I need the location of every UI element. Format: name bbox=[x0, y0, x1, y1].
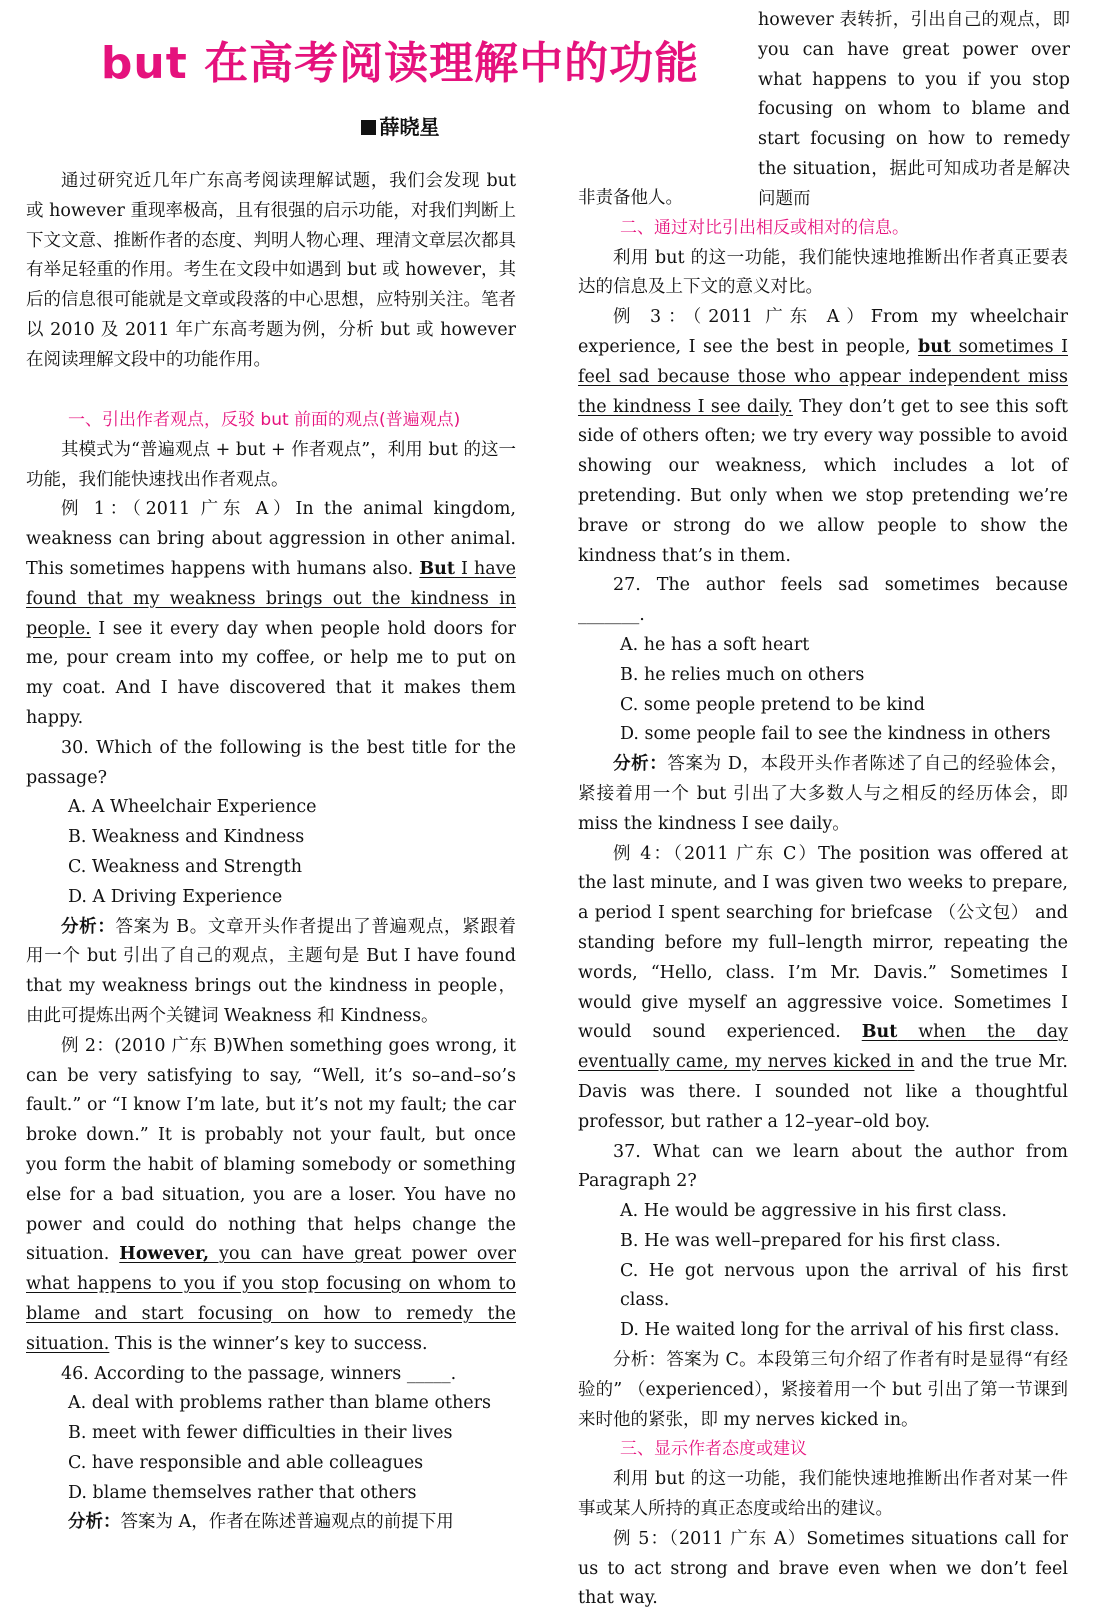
section-1-heading: 一、引出作者观点，反驳 but 前面的观点(普遍观点) bbox=[68, 410, 461, 430]
example-2-post: This is the winner’s key to success. bbox=[109, 1333, 428, 1354]
square-bullet-icon bbox=[361, 120, 376, 135]
q37-option-c: C. He got nervous upon the arrival of his first class. bbox=[620, 1260, 1068, 1311]
example-4-pre: 例 4：（2011 广东 C）The position was offered at the last minute, and I was given two weeks to prepare, a period I spent searching for briefcase （公文包） and standing before my full–length mirror, repeating the words, “Hello, class. I’m Mr. Davis.” Sometimes I would give myself an aggressive voice. Sometimes I would sound experienced. bbox=[578, 843, 1068, 1043]
example-4-underlined: when the day eventually came, my nerves kicked in bbox=[578, 1022, 1068, 1073]
example-2-keyword: However, bbox=[119, 1244, 210, 1265]
right-column-continuation: 非责备他人。 bbox=[578, 188, 683, 208]
q37-analysis: 分析：答案为 C。本段第三句介绍了作者有时是显得“有经验的” （experienced），紧接着用一个 but 引出了第一节课到来时他的紧张，即 my nerves kicked in。 bbox=[578, 1350, 1068, 1430]
q46-analysis-text: 答案为 A，作者在陈述普遍观点的前提下用 bbox=[120, 1512, 454, 1533]
example-1-paragraph bbox=[26, 495, 516, 733]
q46-stem-text: 46. According to the passage, winners bbox=[61, 1363, 407, 1384]
author-byline bbox=[340, 112, 460, 142]
example-2-pre: 例 2：(2010 广东 B)When something goes wrong, it can be very satisfying to say, “Well, it’s so–and–so’s fault.” or “I know I’m late, but it’s not my fault; the car broke down.” It is probably not your fault, but once you form the habit of blaming somebody or something else for a bad situation, you are a loser. You have no power and could do nothing that helps change the situation. bbox=[26, 1035, 516, 1265]
q30-option-a: A. A Wheelchair Experience bbox=[68, 797, 317, 818]
section-2-description: 利用 but 的这一功能，我们能快速地推断出作者真正要表达的信息及上下文的意义对比。 bbox=[578, 247, 1068, 298]
q27-option-a: A. he has a soft heart bbox=[620, 634, 810, 655]
section-3-description: 利用 but 的这一功能，我们能快速地推断出作者对某一件事或某人所持的真正态度或给出的建议。 bbox=[578, 1469, 1068, 1520]
example-4-paragraph bbox=[578, 840, 1068, 1138]
example-1-pre: 例 1：（2011 广东 A）In the animal kingdom, weakness can bring about aggression in other animal. This sometimes happens with humans also. bbox=[26, 499, 516, 579]
q46-option-a: A. deal with problems rather than blame others bbox=[68, 1393, 491, 1414]
q27-blank: _______ bbox=[578, 605, 640, 626]
q27-analysis-text: 答案为 D，本段开头作者陈述了自己的经验体会，紧接着用一个 but 引出了大多数人与之相反的经历体会，即 miss the kindness I see daily。 bbox=[578, 754, 1069, 834]
example-4-keyword: But bbox=[861, 1022, 898, 1043]
q30-analysis bbox=[26, 913, 516, 1032]
q27-analysis bbox=[578, 750, 1068, 839]
q46-option-b: B. meet with fewer difficulties in their lives bbox=[68, 1423, 453, 1444]
q46-blank: _____ bbox=[406, 1363, 451, 1384]
q30-analysis-label: 分析： bbox=[61, 916, 116, 937]
question-37-stem: 37. What can we learn about the author from Paragraph 2? bbox=[578, 1141, 1068, 1192]
example-1-underlined: I have found that my weakness brings out the kindness in people. bbox=[26, 558, 516, 639]
example-1-keyword: But bbox=[419, 558, 455, 579]
example-1-post: I see it every day when people hold doors for me, pour cream into my coffee, or help me to put on my coat. And I have discovered that it makes them happy. bbox=[26, 618, 516, 728]
q27-option-d: D. some people fail to see the kindness in others bbox=[620, 724, 1051, 745]
example-4-post: and the true Mr. Davis was there. I sounded not like a thoughtful professor, but rather a 12–year–old boy. bbox=[578, 1052, 1068, 1132]
example-5-paragraph: 例 5：（2011 广东 A）Sometimes situations call for us to act strong and brave even when we don’t feel that way. bbox=[578, 1528, 1068, 1609]
q46-end: . bbox=[450, 1363, 457, 1384]
author-name: 薛晓星 bbox=[379, 115, 440, 139]
q27-analysis-label: 分析： bbox=[613, 754, 668, 775]
q27-option-c: C. some people pretend to be kind bbox=[620, 694, 926, 715]
question-46-stem bbox=[26, 1360, 516, 1390]
q27-option-b: B. he relies much on others bbox=[620, 664, 865, 685]
q30-option-d: D. A Driving Experience bbox=[68, 886, 283, 907]
section-1-description: 其模式为“普遍观点 + but + 作者观点”，利用 but 的这一功能，我们能快速找出作者观点。 bbox=[26, 439, 516, 490]
q37-option-d: D. He waited long for the arrival of his first class. bbox=[620, 1320, 1060, 1341]
page-title: but 在高考阅读理解中的功能 bbox=[100, 38, 700, 89]
q46-option-c: C. have responsible and able colleagues bbox=[68, 1452, 424, 1473]
q27-end: . bbox=[639, 605, 645, 626]
question-30-stem: 30. Which of the following is the best title for the passage? bbox=[26, 737, 516, 788]
right-column-top-paragraph: however 表转折，引出自己的观点，即 you can have great power over what happens to you if you stop focusing on whom to blame and start focusing on how to remedy the situation，据此可知成功者是解决问题而 bbox=[758, 10, 1070, 209]
section-3-heading: 三、显示作者态度或建议 bbox=[620, 1439, 807, 1460]
example-3-underlined: sometimes I feel sad because those who appear independent miss the kindness I see daily. bbox=[578, 336, 1068, 417]
q37-option-b: B. He was well–prepared for his first class. bbox=[620, 1230, 1001, 1251]
q27-stem-text: 27. The author feels sad sometimes because bbox=[613, 575, 1068, 596]
example-3-keyword: but bbox=[918, 336, 952, 357]
q37-option-a: A. He would be aggressive in his first class. bbox=[620, 1201, 1007, 1222]
example-3-pre: 例 3：（2011 广东 A）From my wheelchair experience, I see the best in people, bbox=[578, 307, 1068, 357]
q30-option-b: B. Weakness and Kindness bbox=[68, 827, 305, 848]
q30-analysis-text: 答案为 B。文章开头作者提出了普遍观点，紧跟着用一个 but 引出了自己的观点，主题句是 But I have found that my weakness brings out the kindness in people，由此可提炼出两个关键词 Weakness 和 Kindness。 bbox=[26, 916, 517, 1026]
example-2-underlined: you can have great power over what happens to you if you stop focusing on whom to blame and start focusing on how to remedy the situation. bbox=[26, 1244, 516, 1354]
intro-paragraph: 通过研究近几年广东高考阅读理解试题，我们会发现 but 或 however 重现率极高，且有很强的启示功能，对我们判断上下文文意、推断作者的态度、判明人物心理、理清文章层次都具有举足轻重的作用。考生在文段中如遇到 but 或 however，其后的信息很可能就是文章或段落的中心思想，应特别关注。笔者以 2010 及 2011 年广东高考题为例，分析 but 或 however 在阅读理解文段中的功能作用。 bbox=[26, 171, 516, 370]
question-27-stem bbox=[578, 571, 1068, 631]
example-3-post: They don’t get to see this soft side of others often; we try every way possible to avoid showing our weakness, which includes a lot of pretending. But only when we stop pretending we’re brave or strong do we allow people to show the kindness that’s in them. bbox=[578, 396, 1068, 566]
q30-option-c: C. Weakness and Strength bbox=[68, 856, 302, 877]
example-2-paragraph bbox=[26, 1032, 516, 1360]
q46-analysis bbox=[26, 1508, 516, 1538]
example-3-paragraph bbox=[578, 303, 1068, 571]
q46-option-d: D. blame themselves rather that others bbox=[68, 1482, 417, 1503]
section-2-heading: 二、通过对比引出相反或相对的信息。 bbox=[620, 217, 909, 238]
q46-analysis-label: 分析： bbox=[68, 1512, 121, 1533]
